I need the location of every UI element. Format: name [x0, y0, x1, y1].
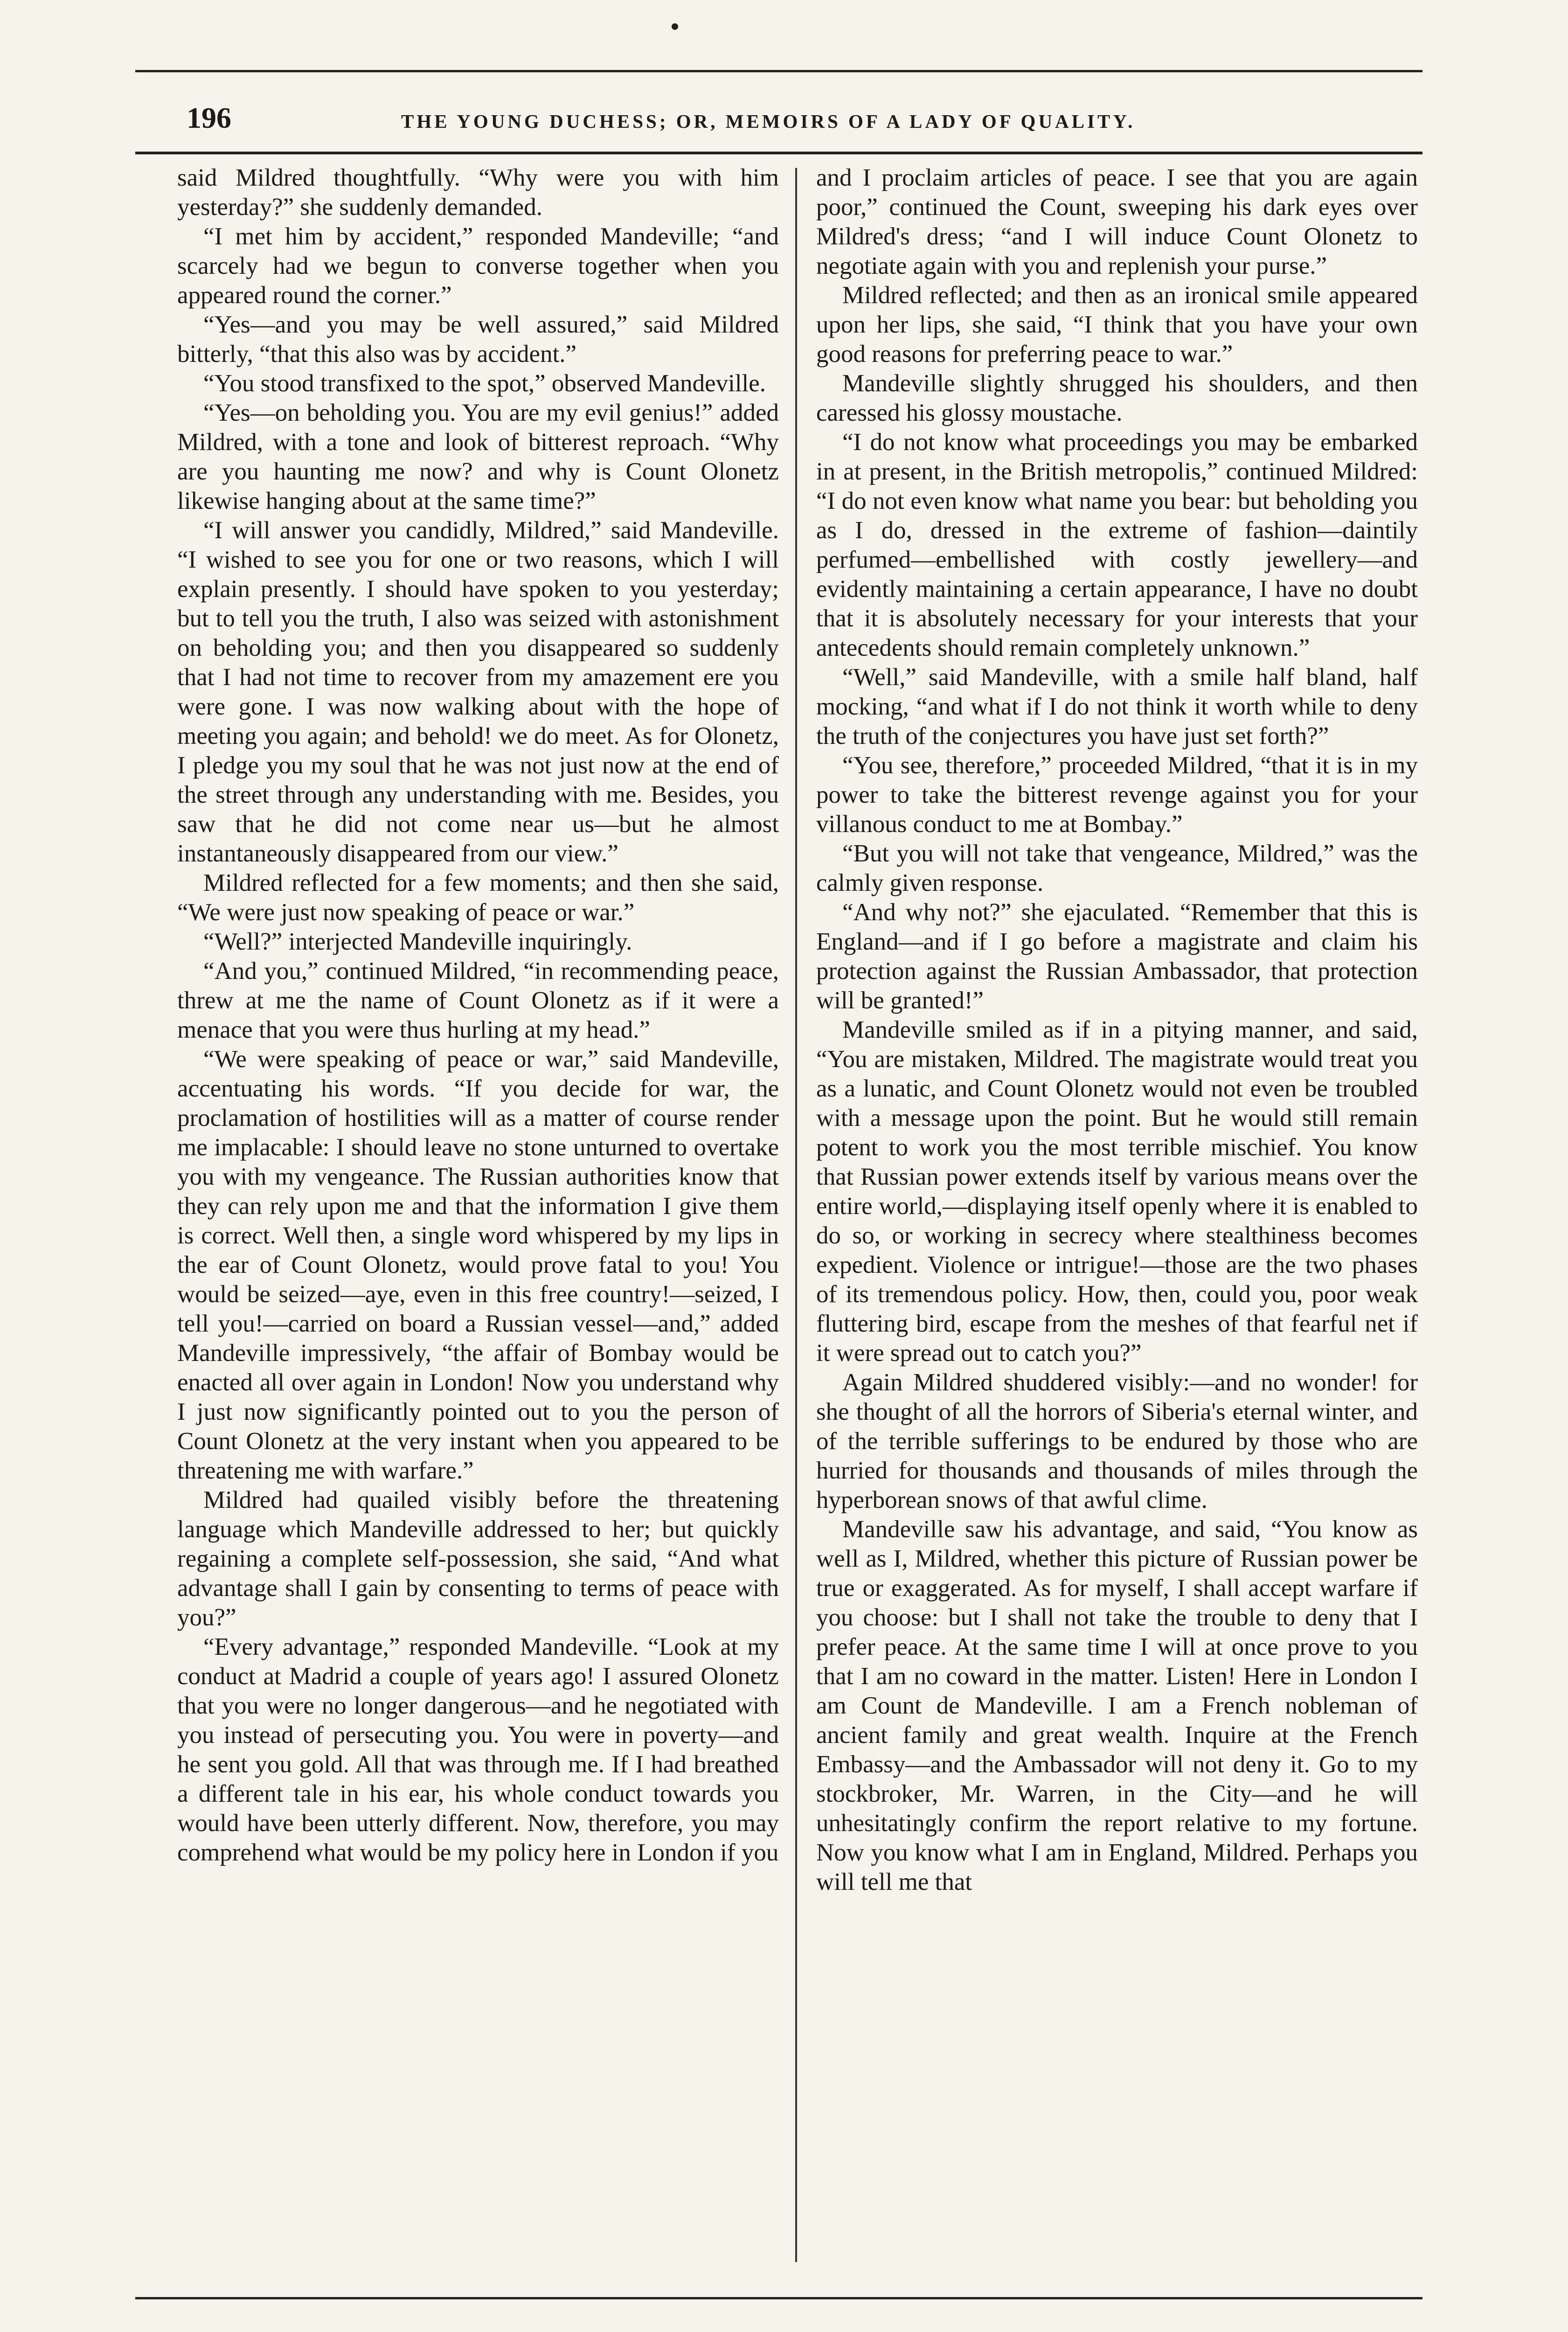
- paragraph: and I proclaim articles of peace. I see that you are again poor,” continued the Count, sweeping his dark eyes over Mildred's dress; “and I will induce Count Olonetz to negotiate again with you and replenish your purse.”: [816, 164, 1418, 279]
- paragraph: Mandeville saw his advantage, and said, “You know as well as I, Mildred, whether this picture of Russian power be true or exaggerated. As for myself, I shall accept warfare if you choose: but I shall not take the trouble to deny that I prefer peace. At the same time I will at once prove to you that I am no coward in the matter. Listen! Here in London I am Count de Mandeville. I am a French nobleman of ancient family and great wealth. Inquire at the French Embassy—and the Ambassador will not deny it. Go to my stockbroker, Mr. Warren, in the City—and he will unhesitatingly confirm the report relative to my fortune. Now you know what I am in England, Mildred. Perhaps you will tell me that: [816, 1516, 1418, 1895]
- paragraph: Mildred had quailed visibly before the threatening language which Mandeville addressed to her; but quickly regaining a complete self-possession, she said, “And what advantage shall I gain by consenting to terms of peace with you?”: [177, 1486, 779, 1631]
- paragraph: “Well,” said Mandeville, with a smile half bland, half mocking, “and what if I do not think it worth while to deny the truth of the conjectures you have just set forth?”: [816, 664, 1418, 750]
- paragraph: Mandeville slightly shrugged his shoulders, and then caressed his glossy moustache.: [816, 370, 1418, 426]
- ink-dot: [672, 23, 678, 30]
- right-column: [816, 163, 1418, 2262]
- page-number: 196: [187, 101, 231, 134]
- paragraph: Mandeville smiled as if in a pitying manner, and said, “You are mistaken, Mildred. The magistrate would treat you as a lunatic, and Count Olonetz would not even be troubled with a message upon the point. But he would still remain potent to work you the most terrible mischief. You know that Russian power extends itself by various means over the entire world,—displaying itself openly where it is enabled to do so, or working in secrecy where stealthiness becomes expedient. Violence or intrigue!—those are the two phases of its tremendous policy. How, then, could you, poor weak fluttering bird, escape from the meshes of that fearful net if it were spread out to catch you?”: [816, 1016, 1418, 1367]
- column-divider: [795, 168, 797, 2262]
- paragraph: “I do not know what proceedings you may be embarked in at present, in the British metropolis,” continued Mildred: “I do not even know what name you bear: but beholding you as I do, dressed in the extreme of fashion—daintily perfumed—embellished with costly jewellery—and evidently maintaining a certain appearance, I have no doubt that it is absolutely necessary for your interests that your antecedents should remain completely unknown.”: [816, 429, 1418, 661]
- paragraph: “And you,” continued Mildred, “in recommending peace, threw at me the name of Count Olonetz as if it were a menace that you were thus hurling at my head.”: [177, 958, 779, 1043]
- paragraph: “I met him by accident,” responded Mandeville; “and scarcely had we begun to converse together when you appeared round the corner.”: [177, 223, 779, 309]
- paragraph: “Every advantage,” responded Mandeville. “Look at my conduct at Madrid a couple of years ago! I assured Olonetz that you were no longer dangerous—and he negotiated with you instead of persecuting you. You were in poverty—and he sent you gold. All that was through me. If I had breathed a different tale in his ear, his whole conduct towards you would have been utterly different. Now, therefore, you may comprehend what would be my policy here in London if you: [177, 1633, 779, 1866]
- paragraph: “You stood transfixed to the spot,” observed Mandeville.: [203, 370, 766, 397]
- running-title: THE YOUNG DUCHESS; OR, MEMOIRS OF A LADY OF QUALITY.: [401, 111, 1136, 132]
- paragraph: “And why not?” she ejaculated. “Remember that this is England—and if I go before a magistrate and claim his protection against the Russian Ambassador, that protection will be granted!”: [816, 899, 1418, 1014]
- text-columns: [177, 163, 1418, 2262]
- paragraph: “Yes—and you may be well assured,” said Mildred bitterly, “that this also was by accident.”: [177, 311, 779, 368]
- paragraph: “Well?” interjected Mandeville inquiringly.: [203, 928, 632, 955]
- paragraph: Mildred reflected for a few moments; and then she said, “We were just now speaking of peace or war.”: [177, 869, 779, 926]
- paragraph: “You see, therefore,” proceeded Mildred, “that it is in my power to take the bitterest revenge against you for your villanous conduct to me at Bombay.”: [816, 752, 1418, 838]
- paragraph: “But you will not take that vengeance, Mildred,” was the calmly given response.: [816, 840, 1418, 896]
- paragraph: “I will answer you candidly, Mildred,” said Mandeville. “I wished to see you for one or two reasons, which I will explain presently. I should have spoken to you yesterday; but to tell you the truth, I also was seized with astonishment on beholding you; and then you disappeared so suddenly that I had not time to recover from my amazement ere you were gone. I was now walking about with the hope of meeting you again; and behold! we do meet. As for Olonetz, I pledge you my soul that he was not just now at the end of the street through any understanding with me. Besides, you saw that he did not come near us—but he almost instantaneously disappeared from our view.”: [177, 517, 779, 867]
- paragraph: “We were speaking of peace or war,” said Mandeville, accentuating his words. “If you decide for war, the proclamation of hostilities will as a matter of course render me implacable: I should leave no stone unturned to overtake you with my vengeance. The Russian authorities know that they can rely upon me and that the information I give them is correct. Well then, a single word whispered by my lips in the ear of Count Olonetz, would prove fatal to you! You would be seized—aye, even in this free country!—seized, I tell you!—carried on board a Russian vessel—and,” added Mandeville impressively, “the affair of Bombay would be enacted all over again in London! Now you understand why I just now significantly pointed out to you the person of Count Olonetz at the very instant when you appeared to be threatening me with warfare.”: [177, 1046, 779, 1484]
- page-header: [187, 93, 1427, 145]
- footer-rule: [135, 2297, 1422, 2299]
- paragraph: Again Mildred shuddered visibly:—and no wonder! for she thought of all the horrors of Siberia's eternal winter, and of the terrible sufferings to be endured by those who are hurried for thousands and thousands of miles through the hyperborean snows of that awful clime.: [816, 1369, 1418, 1513]
- header-rule-upper: [135, 70, 1422, 72]
- paragraph: Mildred reflected; and then as an ironical smile appeared upon her lips, she said, “I think that you have your own good reasons for preferring peace to war.”: [816, 282, 1418, 368]
- paragraph: said Mildred thoughtfully. “Why were you with him yesterday?” she suddenly demanded.: [177, 164, 779, 221]
- paragraph: “Yes—on beholding you. You are my evil genius!” added Mildred, with a tone and look of bitterest reproach. “Why are you haunting me now? and why is Count Olonetz likewise hanging about at the same time?”: [177, 399, 779, 514]
- header-rule-lower: [135, 152, 1422, 154]
- left-column: [177, 163, 779, 2262]
